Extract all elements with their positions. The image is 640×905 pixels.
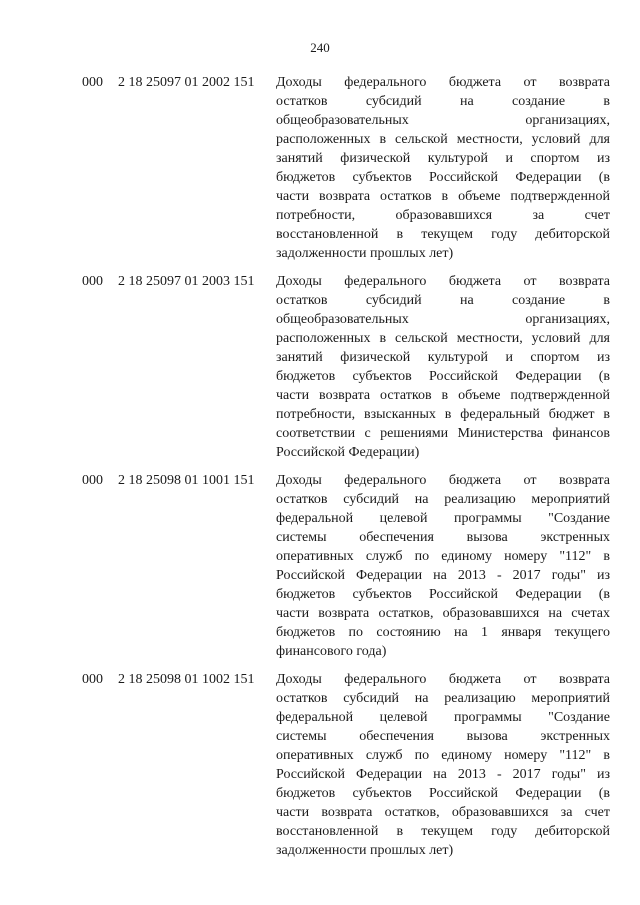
description-line: занятий физической культурой и спортом из (276, 350, 610, 365)
revenue-description (276, 471, 610, 661)
revenue-description (276, 670, 610, 860)
description-line: оперативных служб по единому номеру "112" в (276, 549, 610, 564)
admin-code: 000 (82, 473, 103, 488)
admin-code: 000 (82, 672, 103, 687)
description-line: остатков субсидий на реализацию мероприятий (276, 691, 610, 706)
description-line: задолженности прошлых лет) (276, 246, 454, 261)
description-line: соответствии с решениями Министерства финансов (276, 426, 610, 441)
description-line: федеральной целевой программы "Создание (276, 511, 610, 526)
description-line: финансового года) (276, 644, 387, 659)
classification-code: 2 18 25097 01 2003 151 (118, 274, 255, 289)
description-line: системы обеспечения вызова экстренных (276, 729, 610, 744)
admin-code: 000 (82, 75, 103, 90)
description-line: бюджетов субъектов Российской Федерации (в (276, 170, 610, 185)
description-line: восстановленной в текущем году дебиторской (276, 227, 610, 242)
description-line: задолженности прошлых лет) (276, 843, 454, 858)
description-line: бюджетов субъектов Российской Федерации (в (276, 369, 610, 384)
table-row (82, 272, 610, 462)
description-line: Доходы федерального бюджета от возврата (276, 274, 610, 289)
revenue-description (276, 73, 610, 263)
table-row (82, 670, 610, 860)
description-line: Российской Федерации) (276, 445, 420, 460)
description-line: Доходы федерального бюджета от возврата (276, 473, 610, 488)
budget-code-table (82, 73, 610, 869)
description-line: системы обеспечения вызова экстренных (276, 530, 610, 545)
description-line: расположенных в сельской местности, условий для (276, 132, 610, 147)
admin-code: 000 (82, 274, 103, 289)
description-line: Российской Федерации на 2013 - 2017 годы" из (276, 767, 610, 782)
description-line: расположенных в сельской местности, условий для (276, 331, 610, 346)
classification-code: 2 18 25098 01 1002 151 (118, 672, 255, 687)
classification-code: 2 18 25097 01 2002 151 (118, 75, 255, 90)
description-line: остатков субсидий на создание в (276, 94, 610, 109)
description-line: части возврата остатков в объеме подтвержденной (276, 388, 610, 403)
description-line: бюджетов субъектов Российской Федерации (в (276, 587, 610, 602)
description-line: Российской Федерации на 2013 - 2017 годы" из (276, 568, 610, 583)
description-line: бюджетов субъектов Российской Федерации (в (276, 786, 610, 801)
description-line: бюджетов по состоянию на 1 января текущего (276, 625, 610, 640)
description-line: занятий физической культурой и спортом из (276, 151, 610, 166)
description-line: части возврата остатков, образовавшихся на счетах (276, 606, 610, 621)
description-line: остатков субсидий на создание в (276, 293, 610, 308)
description-line: части возврата остатков в объеме подтвержденной (276, 189, 610, 204)
description-line: части возврата остатков, образовавшихся за счет (276, 805, 610, 820)
description-line: федеральной целевой программы "Создание (276, 710, 610, 725)
description-line: общеобразовательных организациях, (276, 113, 610, 128)
description-line: восстановленной в текущем году дебиторской (276, 824, 610, 839)
description-line: Доходы федерального бюджета от возврата (276, 672, 610, 687)
classification-code: 2 18 25098 01 1001 151 (118, 473, 255, 488)
table-row (82, 471, 610, 661)
description-line: потребности, взысканных в федеральный бюджет в (276, 407, 610, 422)
description-line: потребности, образовавшихся за счет (276, 208, 610, 223)
description-line: общеобразовательных организациях, (276, 312, 610, 327)
revenue-description (276, 272, 610, 462)
page-number: 240 (310, 40, 330, 55)
description-line: остатков субсидий на реализацию мероприятий (276, 492, 610, 507)
description-line: оперативных служб по единому номеру "112" в (276, 748, 610, 763)
table-row (82, 73, 610, 263)
description-line: Доходы федерального бюджета от возврата (276, 75, 610, 90)
